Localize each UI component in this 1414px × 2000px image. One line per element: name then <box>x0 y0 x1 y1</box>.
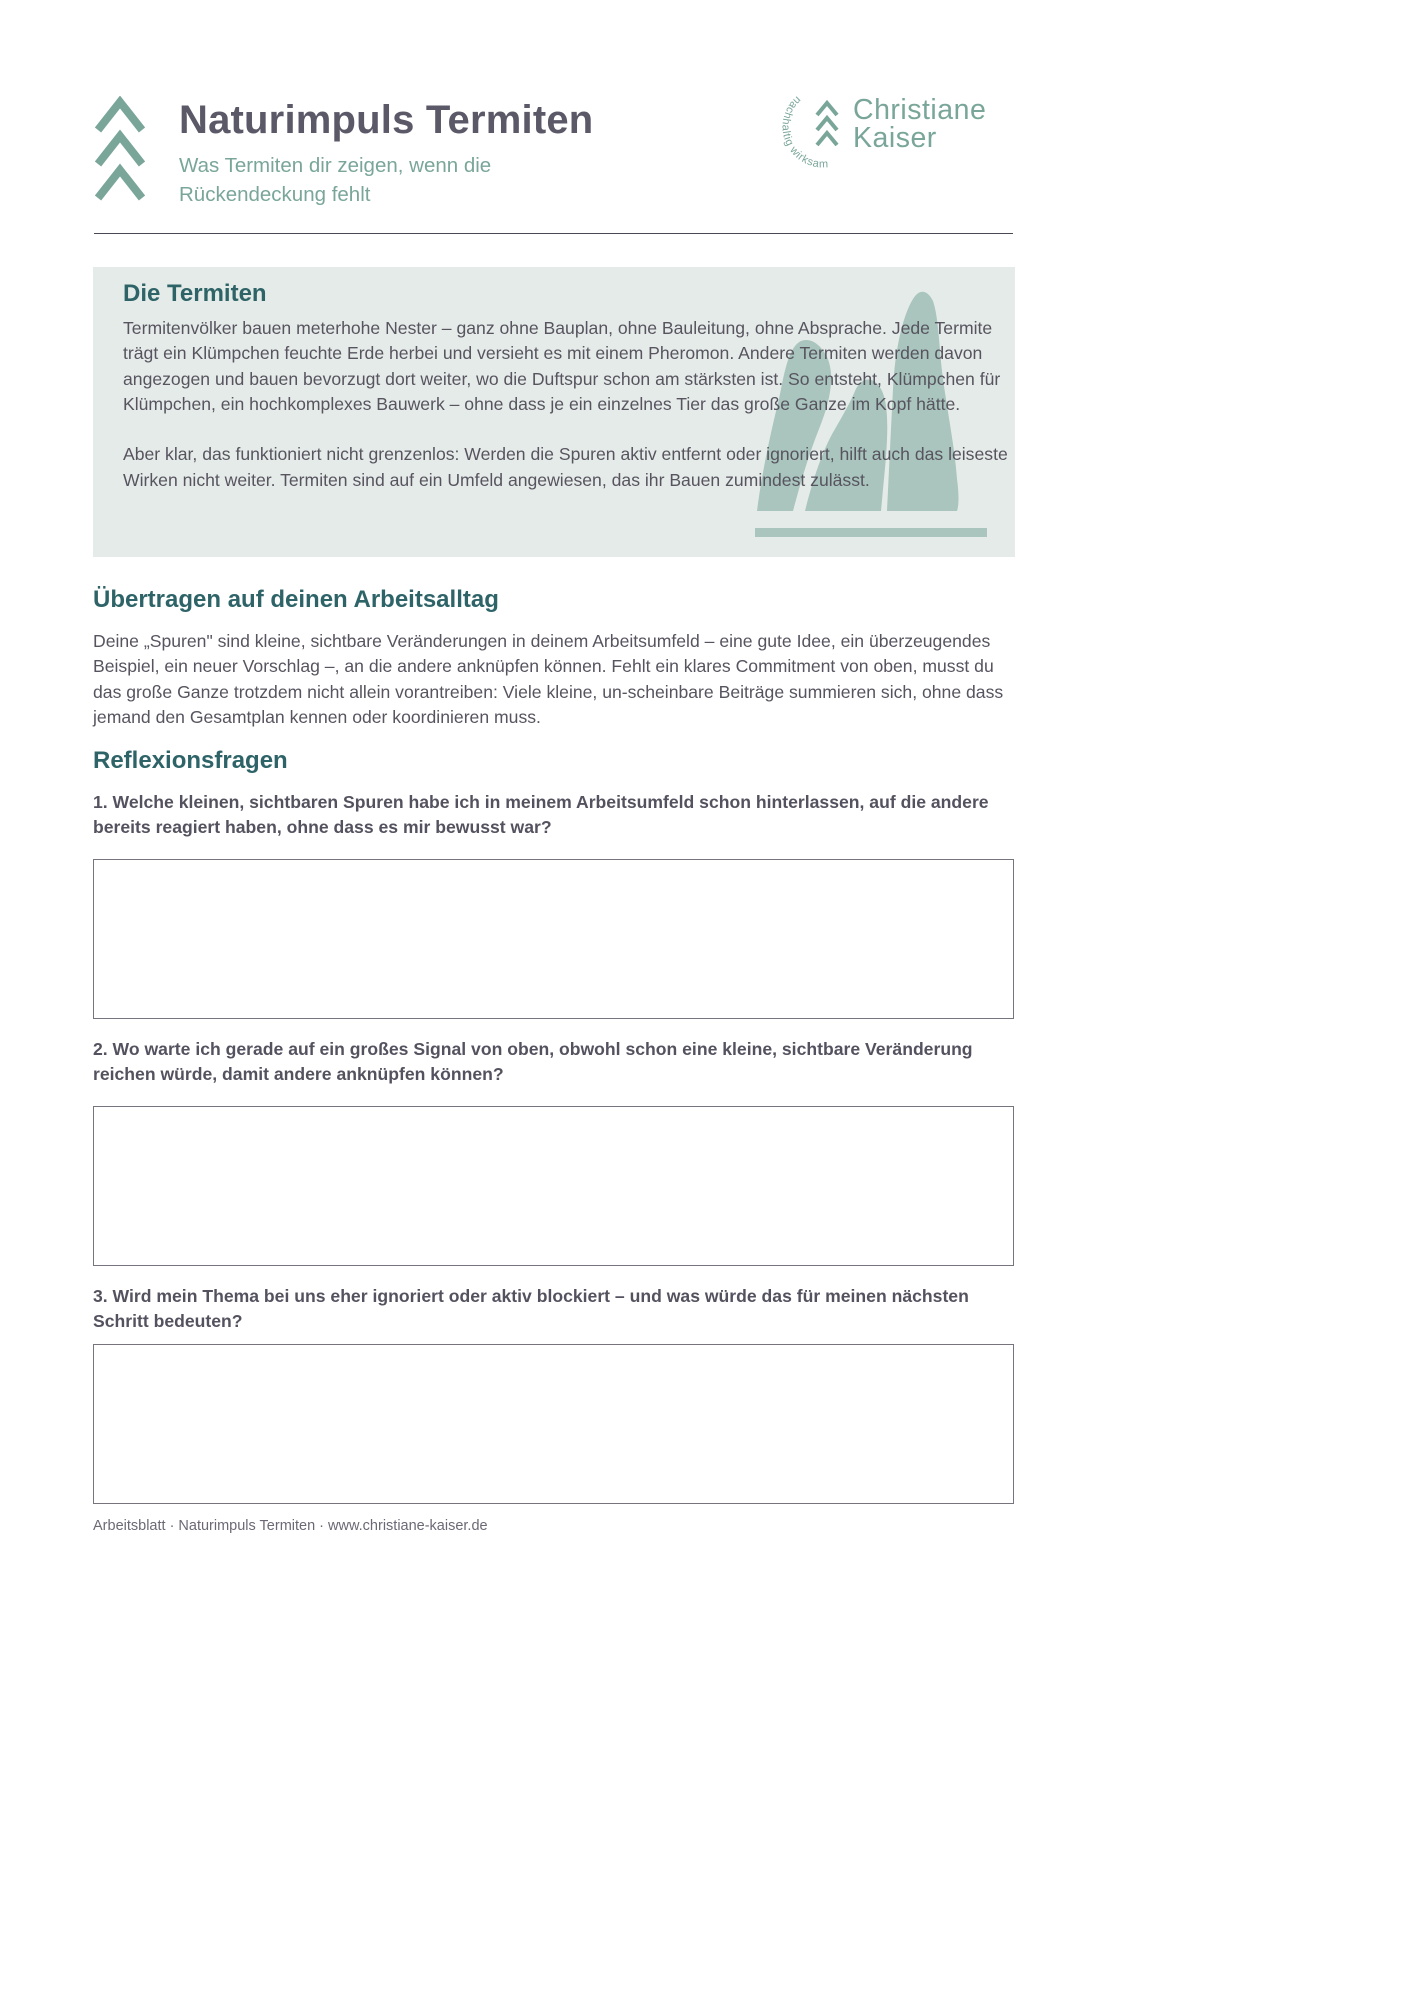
logo-name-line2: Kaiser <box>853 122 937 154</box>
section-title-reflection: Reflexionsfragen <box>93 747 288 774</box>
chevron-stack-icon <box>94 96 146 202</box>
logo-name <box>853 96 986 152</box>
info-box-body <box>123 316 1008 493</box>
transfer-text: Deine „Spuren" sind kleine, sichtbare Veränderungen in deinem Arbeitsumfeld – eine gute Idee, ein überzeugendes Beispiel, ein neuer Vorschlag –, an die andere anknüpfen können. Fehlt ein klares Commitment von oben, musst du das große Ganze trotzdem nicht allein vorantreiben: Viele kleine, un-scheinbare Beiträge summieren sich, ohne dass jemand den Gesamtplan kennen oder koordinieren muss. <box>93 631 1004 727</box>
logo-mark <box>775 90 857 172</box>
brand-logo <box>775 90 1020 172</box>
page-footer: Arbeitsblatt · Naturimpuls Termiten · www.christiane-kaiser.de <box>93 1518 488 1534</box>
reflection-question-3: 3. Wird mein Thema bei uns eher ignoriert oder aktiv blockiert – und was würde das für meinen nächsten Schritt bedeuten? <box>93 1286 969 1332</box>
section-title-transfer: Übertragen auf deinen Arbeitsalltag <box>93 586 499 613</box>
info-paragraph: Aber klar, das funktioniert nicht grenzenlos: Werden die Spuren aktiv entfernt oder ignoriert, hilft auch das leiseste Wirken nicht weiter. Termiten sind auf ein Umfeld angewiesen, das ihr Bauen zumindest zulässt. <box>123 444 1008 490</box>
answer-field-1[interactable] <box>93 859 1014 1019</box>
page-subtitle: Was Termiten dir zeigen, wenn die Rückendeckung fehlt <box>179 154 492 206</box>
reflection-question-1: 1. Welche kleinen, sichtbaren Spuren habe ich in meinem Arbeitsumfeld schon hinterlassen, auf die andere bereits reagiert haben, ohne dass es mir bewusst war? <box>93 792 989 838</box>
logo-name-line1: Christiane <box>853 94 987 126</box>
answer-field-2[interactable] <box>93 1106 1014 1266</box>
svg-text:nachhaltig wirksam <box>779 94 828 171</box>
info-box-title: Die Termiten <box>123 280 267 307</box>
info-paragraph: Termitenvölker bauen meterhohe Nester – ganz ohne Bauplan, ohne Bauleitung, ohne Absprache. Jede Termite trägt ein Klümpchen feuchte Erde herbei und versieht es mit einem Pheromon. Andere Termiten werden davon angezogen und bauen bevorzugt dort weiter, wo die Duftspur schon am stärksten ist. So entsteht, Klümpchen für Klümpchen, ein hochkomplexes Bauwerk – ohne dass je ein einzelnes Tier das große Ganze im Kopf hätte. <box>123 318 1001 414</box>
page-title: Naturimpuls Termiten <box>179 98 594 142</box>
info-box <box>93 267 1015 557</box>
logo-tagline: nachhaltig wirksam <box>779 93 829 171</box>
reflection-question-2: 2. Wo warte ich gerade auf ein großes Signal von oben, obwohl schon eine kleine, sichtbare Veränderung reichen würde, damit andere anknüpfen können? <box>93 1039 973 1085</box>
answer-field-3[interactable] <box>93 1344 1014 1504</box>
header-divider <box>94 233 1013 234</box>
